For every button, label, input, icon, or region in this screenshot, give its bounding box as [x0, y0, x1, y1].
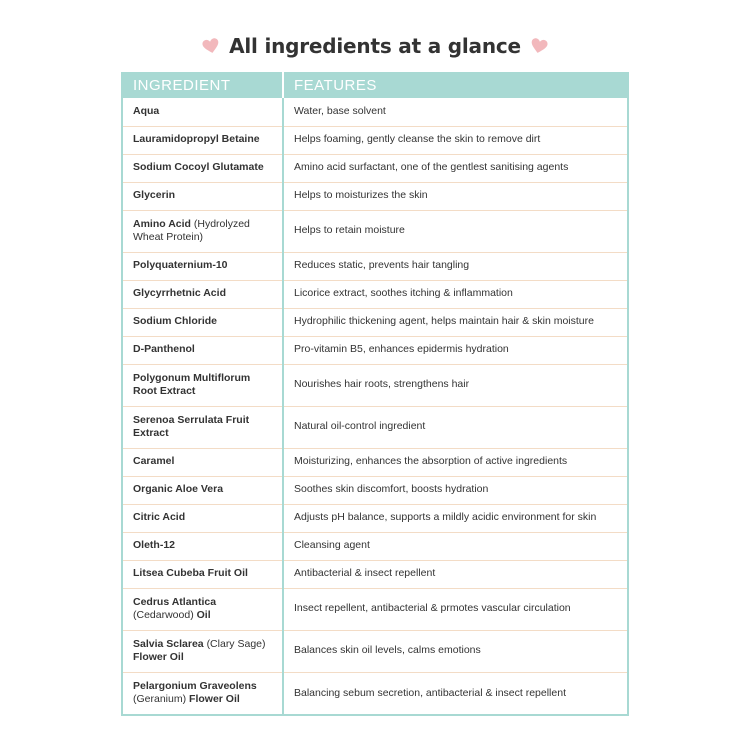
ingredient-cell: Pelargonium Graveolens (Geranium) Flower Oil [123, 672, 283, 714]
ingredient-cell: Cedrus Atlantica (Cedarwood) Oil [123, 588, 283, 630]
ingredient-cell: Organic Aloe Vera [123, 476, 283, 504]
features-cell: Licorice extract, soothes itching & inflammation [283, 280, 627, 308]
ingredient-cell: Citric Acid [123, 504, 283, 532]
ingredient-cell: Aqua [123, 98, 283, 126]
ingredient-cell: Polyquaternium-10 [123, 252, 283, 280]
ingredient-cell: Caramel [123, 448, 283, 476]
features-cell: Adjusts pH balance, supports a mildly acidic environment for skin [283, 504, 627, 532]
features-cell: Pro-vitamin B5, enhances epidermis hydration [283, 336, 627, 364]
ingredient-cell: Salvia Sclarea (Clary Sage) Flower Oil [123, 630, 283, 672]
table-row [123, 448, 627, 476]
features-cell: Balances skin oil levels, calms emotions [283, 630, 627, 672]
ingredient-cell: Sodium Chloride [123, 308, 283, 336]
table-row [123, 252, 627, 280]
ingredients-table [121, 72, 629, 716]
features-cell: Moisturizing, enhances the absorption of active ingredients [283, 448, 627, 476]
table-row [123, 476, 627, 504]
ingredient-cell: Glycerin [123, 182, 283, 210]
table-row [123, 630, 627, 672]
table-row [123, 336, 627, 364]
page-title: All ingredients at a glance [229, 34, 521, 58]
ingredient-cell: Lauramidopropyl Betaine [123, 126, 283, 154]
table-row [123, 280, 627, 308]
ingredient-cell: D-Panthenol [123, 336, 283, 364]
column-header-ingredient: INGREDIENT [123, 72, 283, 98]
column-header-features: FEATURES [283, 72, 627, 98]
features-cell: Cleansing agent [283, 532, 627, 560]
features-cell: Nourishes hair roots, strengthens hair [283, 364, 627, 406]
table-row [123, 504, 627, 532]
features-cell: Soothes skin discomfort, boosts hydration [283, 476, 627, 504]
ingredient-cell: Polygonum Multiflorum Root Extract [123, 364, 283, 406]
table-row [123, 672, 627, 714]
features-cell: Helps to moisturizes the skin [283, 182, 627, 210]
features-cell: Hydrophilic thickening agent, helps maintain hair & skin moisture [283, 308, 627, 336]
features-cell: Reduces static, prevents hair tangling [283, 252, 627, 280]
ingredient-cell: Amino Acid (Hydrolyzed Wheat Protein) [123, 210, 283, 252]
ingredient-cell: Glycyrrhetnic Acid [123, 280, 283, 308]
features-cell: Helps foaming, gently cleanse the skin to remove dirt [283, 126, 627, 154]
table-row [123, 154, 627, 182]
features-cell: Antibacterial & insect repellent [283, 560, 627, 588]
table-row [123, 406, 627, 448]
table-row [123, 210, 627, 252]
table-row [123, 532, 627, 560]
features-cell: Insect repellent, antibacterial & prmotes vascular circulation [283, 588, 627, 630]
table-row [123, 364, 627, 406]
features-cell: Water, base solvent [283, 98, 627, 126]
ingredient-cell: Serenoa Serrulata Fruit Extract [123, 406, 283, 448]
heart-icon [529, 36, 549, 56]
table-row [123, 126, 627, 154]
ingredient-cell: Sodium Cocoyl Glutamate [123, 154, 283, 182]
title-bar [0, 28, 750, 64]
features-cell: Helps to retain moisture [283, 210, 627, 252]
ingredient-cell: Oleth-12 [123, 532, 283, 560]
table-row [123, 308, 627, 336]
table-row [123, 182, 627, 210]
ingredient-cell: Litsea Cubeba Fruit Oil [123, 560, 283, 588]
features-cell: Natural oil-control ingredient [283, 406, 627, 448]
table-row [123, 588, 627, 630]
heart-icon [201, 36, 221, 56]
features-cell: Balancing sebum secretion, antibacterial & insect repellent [294, 686, 566, 699]
features-cell: Amino acid surfactant, one of the gentlest sanitising agents [283, 154, 627, 182]
table-row [123, 560, 627, 588]
table-row [123, 98, 627, 126]
table-header-row [123, 72, 627, 98]
